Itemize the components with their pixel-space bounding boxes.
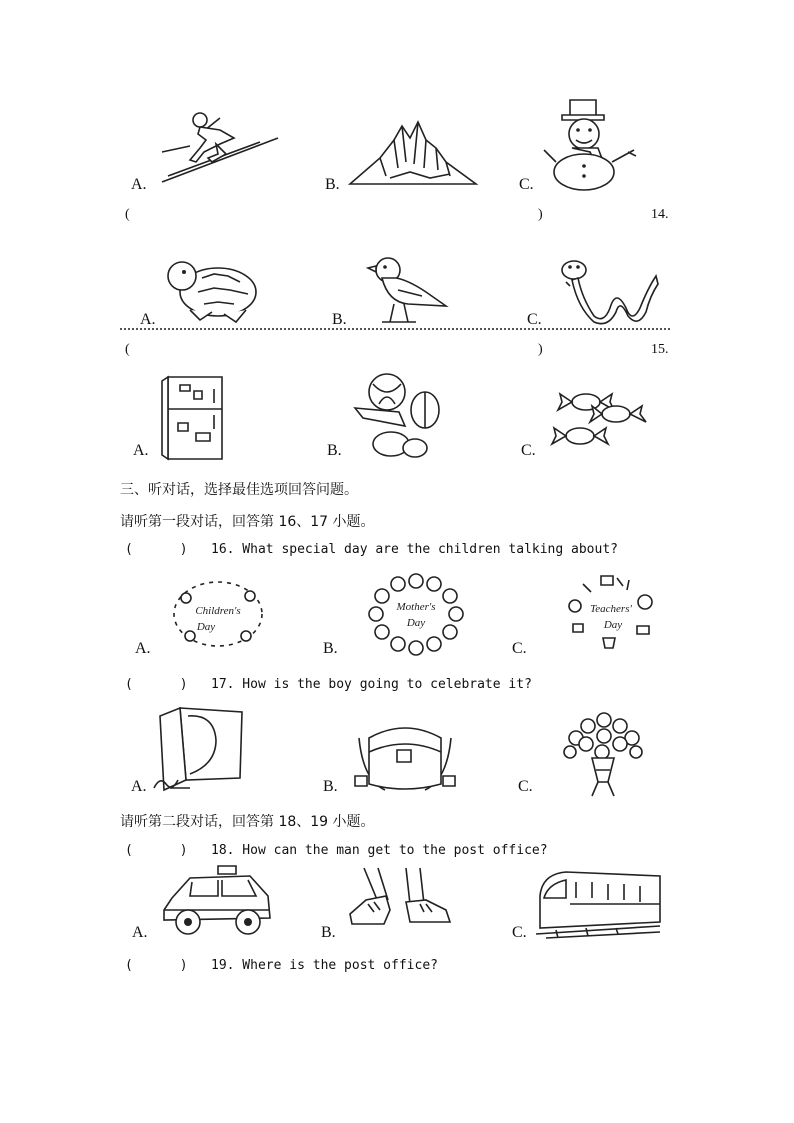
section-heading: 三、听对话，选择最佳选项回答问题。 [120,482,358,498]
question-number-15: 15. [651,342,669,357]
option-b-label: B. [325,176,340,193]
dialogue-instruction-2: 请听第二段对话，回答第 18、19 小题。 [120,814,375,830]
teachers-day-badge [565,574,657,654]
answer-paren-open: ( [125,342,130,357]
answer-paren-close: ) [538,207,543,222]
option-b-label: B. [332,311,347,328]
question-19-text: 19. Where is the post office? [211,958,438,973]
skier-icon [160,104,280,186]
badge-b-line1: Mother's [396,601,436,613]
option-c-label: C. [512,640,527,657]
divider-line [120,328,670,330]
mountains-icon [350,118,476,190]
option-a-label: A. [132,924,148,941]
question-number-14: 14. [651,207,669,222]
question-18-text: 18. How can the man get to the post office? [211,843,548,858]
badge-a-line2: Day [196,621,216,633]
train-icon [536,868,660,940]
option-a-label: A. [131,778,147,795]
childrens-day-badge [170,578,266,650]
option-c-label: C. [518,778,533,795]
fridge-icon [160,375,224,461]
question-16-text: 16. What special day are the children talking about? [211,542,618,557]
option-c-label: C. [527,311,542,328]
answer-paren-close: ) [538,342,543,357]
turtle-icon [160,258,260,324]
bird-icon [368,256,448,324]
answer-paren-open: ( [125,207,130,222]
snowman-icon [544,100,638,192]
vegetables-icon [355,370,445,458]
option-a-label: A. [131,176,147,193]
walking-feet-icon [344,866,454,938]
badge-c-line2: Day [603,619,623,631]
answer-paren: ( ) [125,843,188,858]
badge-c-line1: Teachers' [590,603,632,615]
flower-bouquet-icon [562,712,644,798]
badge-b-line2: Day [406,617,426,629]
handbag-icon [355,718,455,796]
option-b-label: B. [323,640,338,657]
question-17-text: 17. How is the boy going to celebrate it? [211,677,532,692]
snake-icon [560,258,660,324]
option-a-label: A. [135,640,151,657]
dialogue-instruction-1: 请听第一段对话，回答第 16、17 小题。 [120,514,375,530]
candies-icon [552,388,648,450]
option-c-label: C. [512,924,527,941]
option-b-label: B. [321,924,336,941]
option-b-label: B. [323,778,338,795]
answer-paren: ( ) [125,542,188,557]
option-a-label: A. [133,442,149,459]
option-c-label: C. [521,442,536,459]
mothers-day-badge [368,576,464,654]
answer-paren: ( ) [125,958,188,973]
option-c-label: C. [519,176,534,193]
taxi-icon [160,866,274,940]
badge-a-line1: Children's [195,605,241,617]
option-b-label: B. [327,442,342,459]
card-icon [150,706,242,798]
option-a-label: A. [140,311,156,328]
answer-paren: ( ) [125,677,188,692]
